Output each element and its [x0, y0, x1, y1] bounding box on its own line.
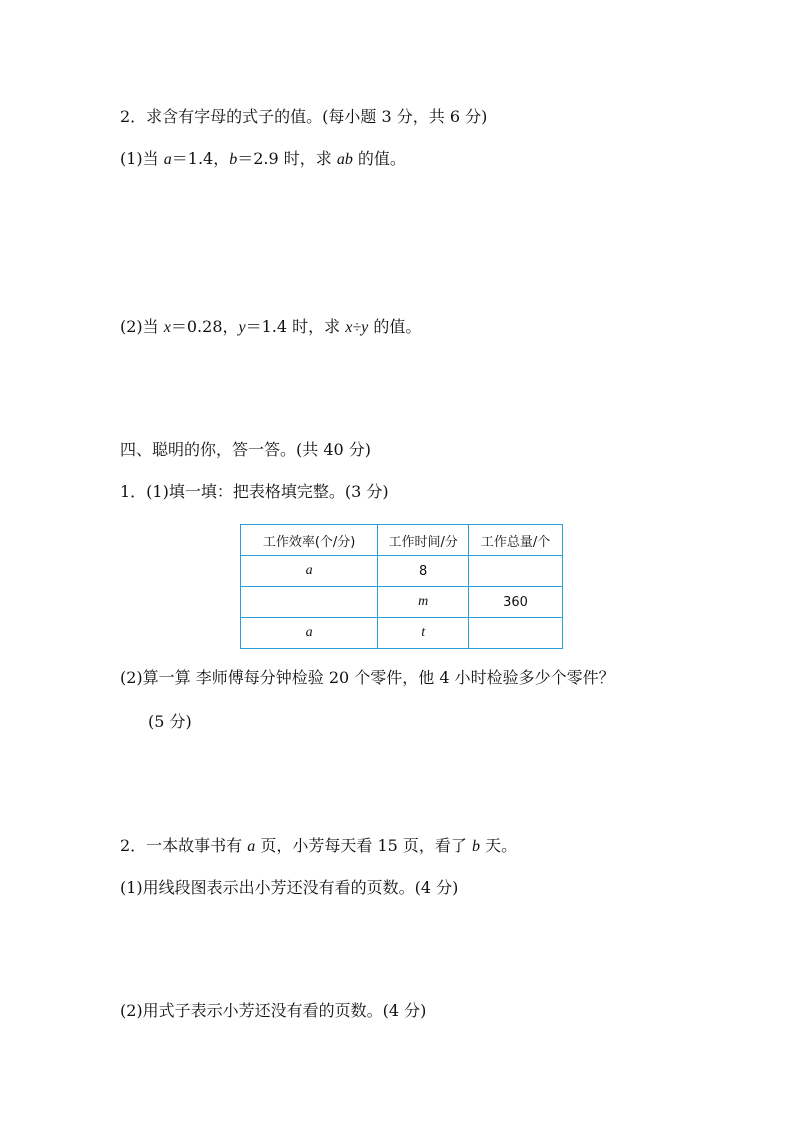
table-cell: a [241, 556, 378, 587]
variable: y [238, 319, 246, 336]
text: 2．一本故事书有 [120, 836, 248, 855]
table-cell: 8 [378, 556, 469, 587]
section-title: 四、聪明的你，答一答。(共 40 分) [120, 440, 372, 459]
variable: a [247, 838, 256, 855]
table-header: 工作总量/个 [469, 525, 563, 556]
table-cell: 360 [469, 587, 563, 618]
table-cell [241, 587, 378, 618]
work-table [240, 524, 563, 649]
table-cell [469, 556, 563, 587]
text: ＝1.4， [171, 149, 230, 168]
text: 的值。 [352, 149, 406, 168]
sub-question [120, 316, 421, 339]
question-title: 1．(1)填一填：把表格填完整。(3 分) [120, 482, 389, 501]
expression: x÷y [345, 319, 369, 336]
text: 页，小芳每天看 15 页，看了 [255, 836, 472, 855]
sub-question: (2)用式子表示小芳还没有看的页数。(4 分) [120, 1001, 427, 1020]
variable: a [163, 151, 172, 168]
score: (5 分) [148, 712, 192, 731]
table-header: 工作效率(个/分) [241, 525, 378, 556]
table-row [241, 618, 563, 649]
variable: x [163, 319, 171, 336]
text: (1)当 [120, 149, 164, 168]
table-row [241, 556, 563, 587]
sub-question: (1)用线段图表示出小芳还没有看的页数。(4 分) [120, 878, 459, 897]
text: ＝0.28， [170, 317, 239, 336]
text: ＝2.9 时，求 [237, 149, 337, 168]
text: (2)当 [120, 317, 164, 336]
sub-question [120, 148, 406, 171]
table-cell: a [241, 618, 378, 649]
table-header: 工作时间/分 [378, 525, 469, 556]
table-cell [469, 618, 563, 649]
table-cell: t [378, 618, 469, 649]
question-title [120, 835, 517, 858]
variable: ab [336, 151, 353, 168]
text: 的值。 [368, 317, 422, 336]
table-row [241, 587, 563, 618]
text: ＝1.4 时，求 [245, 317, 346, 336]
text: 天。 [480, 836, 518, 855]
question-title: 2．求含有字母的式子的值。(每小题 3 分，共 6 分) [120, 107, 488, 126]
variable: b [472, 838, 480, 855]
variable: b [229, 151, 238, 168]
table-header-row [241, 525, 563, 556]
sub-question: (2)算一算 李师傅每分钟检验 20 个零件，他 4 小时检验多少个零件？ [120, 668, 615, 687]
table-cell: m [378, 587, 469, 618]
